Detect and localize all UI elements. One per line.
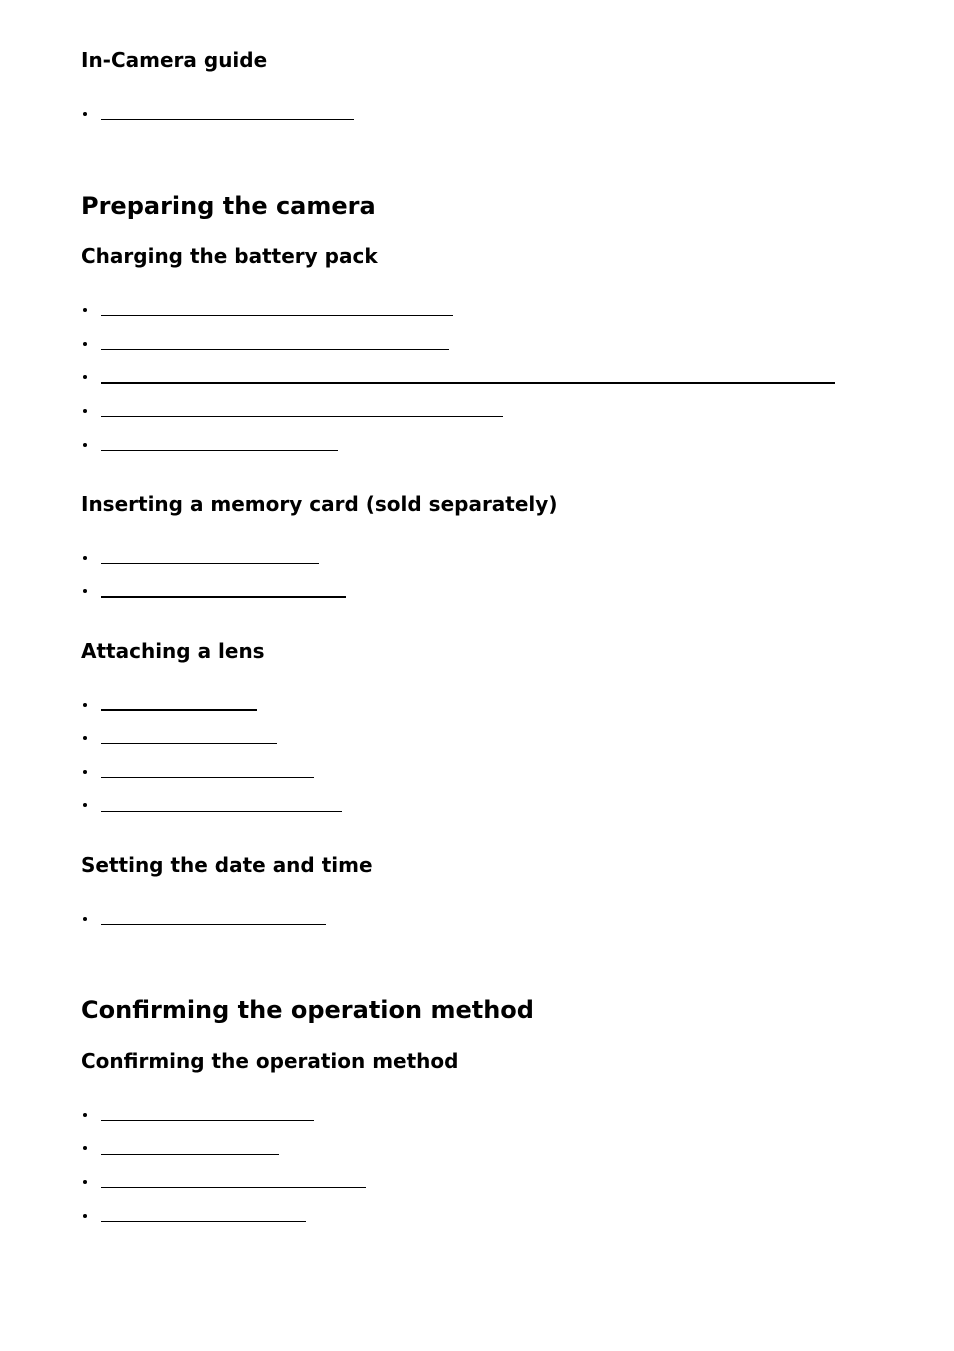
topic-link[interactable]	[101, 563, 319, 564]
topic-link[interactable]	[101, 924, 326, 925]
topic-link[interactable]	[101, 1154, 279, 1155]
bullet-icon	[82, 442, 89, 449]
topic-link[interactable]	[101, 596, 346, 598]
bullet-icon	[82, 802, 89, 809]
topic-link[interactable]	[101, 450, 338, 451]
subsection-title-setting-the-date-and-time: Setting the date and time	[81, 853, 373, 877]
bullet-icon	[82, 1112, 89, 1119]
subsection-title-confirming-the-operation-method: Confirming the operation method	[81, 1049, 459, 1073]
bullet-icon	[82, 374, 89, 381]
bullet-icon	[82, 916, 89, 923]
topic-link[interactable]	[101, 1221, 306, 1222]
bullet-icon	[82, 1179, 89, 1186]
bullet-icon	[82, 408, 89, 415]
bullet-icon	[82, 769, 89, 776]
bullet-icon	[82, 341, 89, 348]
topic-link[interactable]	[101, 811, 342, 812]
bullet-icon	[82, 588, 89, 595]
bullet-icon	[82, 702, 89, 709]
section-heading-preparing-the-camera: Preparing the camera	[81, 192, 376, 220]
section-heading-confirming-the-operation-method: Confirming the operation method	[81, 996, 534, 1024]
topic-link[interactable]	[101, 709, 257, 711]
subsection-title-inserting-a-memory-card: Inserting a memory card (sold separately)	[81, 492, 558, 516]
bullet-icon	[82, 735, 89, 742]
topic-link[interactable]	[101, 382, 835, 384]
topic-link[interactable]	[101, 349, 449, 350]
subsection-title-attaching-a-lens: Attaching a lens	[81, 639, 265, 663]
topic-link[interactable]	[101, 416, 503, 417]
topic-link[interactable]	[101, 1120, 314, 1121]
topic-link[interactable]	[101, 119, 354, 120]
subsection-title-in-camera-guide: In-Camera guide	[81, 48, 268, 72]
topic-link[interactable]	[101, 1187, 366, 1188]
bullet-icon	[82, 1145, 89, 1152]
topic-link[interactable]	[101, 315, 453, 316]
bullet-icon	[82, 555, 89, 562]
bullet-icon	[82, 1213, 89, 1220]
topic-link[interactable]	[101, 777, 314, 778]
topic-link[interactable]	[101, 743, 277, 744]
subsection-title-charging-the-battery-pack: Charging the battery pack	[81, 244, 378, 268]
bullet-icon	[82, 307, 89, 314]
bullet-icon	[82, 111, 89, 118]
